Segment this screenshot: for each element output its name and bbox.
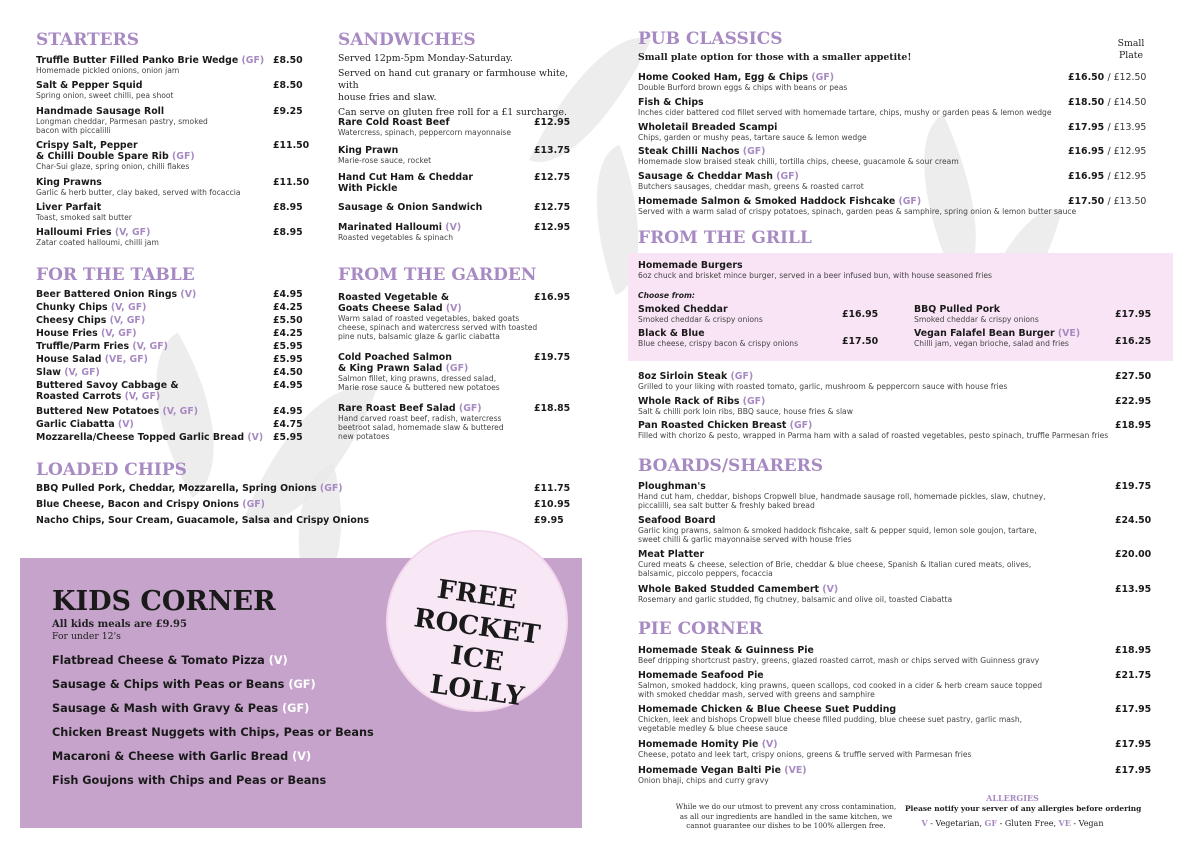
item-price: £11.50 bbox=[273, 140, 310, 151]
item-name: Homemade Homity Pie bbox=[638, 739, 759, 750]
kids-item bbox=[52, 702, 309, 715]
diet-tag: (V) bbox=[445, 222, 462, 233]
diet-tag: (VE) bbox=[784, 765, 807, 776]
small-plate-price: / £12.95 bbox=[1107, 146, 1147, 157]
small-plate-price: / £12.95 bbox=[1107, 171, 1147, 182]
menu-item bbox=[36, 432, 306, 452]
menu-item bbox=[638, 420, 1158, 440]
item-name: Mozzarella/Cheese Topped Garlic Bread bbox=[36, 432, 245, 443]
item-price: £5.95 bbox=[273, 341, 303, 352]
item-price: £11.50 bbox=[273, 177, 310, 188]
item-price: £13.95 bbox=[1115, 584, 1152, 595]
diet-tag: (V, GF) bbox=[124, 391, 161, 402]
item-price: £16.95 bbox=[534, 292, 571, 303]
item-desc: Served with a warm salad of crispy potatoes, spinach, garden peas & samphire, spring onion & lemon butter sauce bbox=[638, 207, 1077, 216]
item-price: £13.75 bbox=[534, 145, 571, 156]
diet-tag: (V, GF) bbox=[110, 302, 147, 313]
item-name: Crispy Salt, Pepper bbox=[36, 140, 138, 151]
diet-tag: (GF) bbox=[172, 151, 195, 162]
item-name: Cheesy Chips bbox=[36, 315, 107, 326]
menu-item bbox=[638, 704, 1158, 733]
item-name-2: & King Prawn Salad bbox=[338, 363, 443, 374]
item-name: Rare Cold Roast Beef bbox=[338, 117, 450, 128]
diet-legend bbox=[905, 818, 1120, 828]
kids-item bbox=[52, 678, 316, 691]
item-price: £9.25 bbox=[273, 106, 303, 117]
item-price: £16.95 bbox=[1068, 171, 1105, 182]
item-price: £16.95 bbox=[1068, 146, 1105, 157]
sandwich-note: Can serve on gluten free roll for a £1 surcharge. bbox=[338, 107, 567, 118]
legend-gf: GF bbox=[984, 818, 998, 828]
item-price: £17.50 bbox=[842, 336, 879, 347]
item-price: £4.75 bbox=[273, 419, 303, 430]
garden-title: FROM THE GARDEN bbox=[338, 265, 537, 285]
item-price: £17.95 bbox=[1115, 309, 1152, 320]
legend-v: V bbox=[921, 818, 928, 828]
legend-ve: VE bbox=[1058, 818, 1071, 828]
menu-item bbox=[338, 202, 571, 222]
item-desc-3: new potatoes bbox=[338, 432, 390, 441]
diet-tag: (GF) bbox=[742, 396, 766, 407]
menu-item bbox=[338, 145, 571, 165]
item-price: £27.50 bbox=[1115, 371, 1152, 382]
item-desc: Salmon, smoked haddock, king prawns, queen scallops, cod cooked in a cider & herb cream sauce topped bbox=[638, 681, 1043, 690]
item-desc: Inches cider battered cod fillet served with homemade tartare, chips, mushy or garden peas & lemon wedge bbox=[638, 108, 1052, 117]
for-table-title: FOR THE TABLE bbox=[36, 265, 195, 285]
item-price: £4.25 bbox=[273, 328, 303, 339]
item-name: Smoked Cheddar bbox=[638, 304, 728, 315]
item-name: King Prawns bbox=[36, 177, 102, 188]
disclaimer-line: as all our ingredients are handled in the same kitchen, we bbox=[679, 811, 893, 821]
diet-tag: (V, GF) bbox=[64, 367, 100, 378]
item-desc: Zatar coated halloumi, chilli jam bbox=[36, 238, 159, 247]
burger-item bbox=[638, 328, 878, 348]
sandwich-note: Served 12pm-5pm Monday-Saturday. bbox=[338, 53, 513, 64]
diet-tag: (V) bbox=[761, 739, 778, 750]
menu-item bbox=[638, 549, 1158, 578]
diet-tag: (GF) bbox=[241, 55, 265, 66]
diet-tag: (V) bbox=[268, 654, 288, 667]
starters-title: STARTERS bbox=[36, 30, 140, 50]
burger-title: Homemade Burgers bbox=[638, 260, 743, 271]
item-name: Hand Cut Ham & Cheddar bbox=[338, 172, 474, 183]
item-desc-2: piccalilli, sea salt butter & freshly baked bread bbox=[638, 501, 815, 510]
item-price: £4.95 bbox=[273, 380, 303, 391]
diet-tag: (GF) bbox=[898, 196, 922, 207]
item-name: BBQ Pulled Pork bbox=[914, 304, 1001, 315]
menu-item bbox=[36, 80, 306, 100]
item-price: £5.50 bbox=[273, 315, 303, 326]
item-name: Flatbread Cheese & Tomato Pizza bbox=[52, 654, 265, 667]
item-price: £5.95 bbox=[273, 432, 303, 443]
item-name-2: Roasted Carrots bbox=[36, 391, 122, 402]
item-desc: Onion bhaji, chips and curry gravy bbox=[638, 776, 769, 785]
item-price: £4.95 bbox=[273, 406, 303, 417]
item-desc: Blue cheese, crispy bacon & crispy onions bbox=[638, 339, 799, 348]
item-desc: Char-Sui glaze, spring onion, chilli flakes bbox=[36, 162, 190, 171]
sandwich-note: Served on hand cut granary or farmhouse white, with bbox=[338, 68, 569, 91]
small-plate-line: Plate bbox=[1118, 50, 1143, 61]
item-price: £12.75 bbox=[534, 202, 571, 213]
choose-label: Choose from: bbox=[638, 291, 695, 300]
burger-item bbox=[914, 328, 1164, 348]
item-name: Nacho Chips, Sour Cream, Guacamole, Salsa and Crispy Onions bbox=[36, 515, 370, 526]
item-desc: Watercress, spinach, peppercorn mayonnaise bbox=[338, 128, 511, 137]
item-desc-3: pine nuts, balsamic glaze & garlic ciabatta bbox=[338, 332, 500, 341]
item-desc: Filled with chorizo & pesto, wrapped in Parma ham with a salad of roasted vegetables, pesto spinach, truffle Parmesan fries bbox=[638, 431, 1109, 440]
item-desc: Chilli jam, vegan brioche, salad and fries bbox=[914, 339, 1069, 348]
menu-item bbox=[338, 403, 571, 441]
disclaimer-line: cannot guarantee our dishes to be 100% allergen free. bbox=[686, 821, 886, 830]
item-name: Seafood Board bbox=[638, 515, 716, 526]
menu-item bbox=[638, 481, 1158, 510]
item-desc: Garlic king prawns, salmon & smoked haddock fishcake, salt & pepper squid, lemon sole goujon, tartare, bbox=[638, 526, 1037, 535]
diet-tag: (V) bbox=[117, 419, 134, 430]
item-price: £4.95 bbox=[273, 289, 303, 300]
item-name: Homemade Vegan Balti Pie bbox=[638, 765, 782, 776]
item-desc: Double Burford brown eggs & chips with beans or peas bbox=[638, 83, 848, 92]
item-name: Sausage & Cheddar Mash bbox=[638, 171, 773, 182]
diet-tag: (V, GF) bbox=[132, 341, 168, 352]
menu-item bbox=[36, 202, 306, 222]
diet-tag: (V) bbox=[180, 289, 197, 300]
menu-item bbox=[338, 222, 571, 242]
pub-classics-title: PUB CLASSICS bbox=[638, 29, 783, 49]
item-name-2: Goats Cheese Salad bbox=[338, 303, 443, 314]
legend-v-label: - Vegetarian, bbox=[930, 819, 982, 828]
item-name: Garlic Ciabatta bbox=[36, 419, 115, 430]
item-name: Homemade Chicken & Blue Cheese Suet Pudding bbox=[638, 704, 897, 715]
burger-panel bbox=[628, 253, 1173, 361]
item-name: Rare Roast Beef Salad bbox=[338, 403, 456, 414]
item-desc: Hand carved roast beef, radish, watercress bbox=[338, 414, 502, 423]
diet-tag: (GF) bbox=[458, 403, 482, 414]
menu-item bbox=[638, 645, 1158, 665]
item-desc: Spring onion, sweet chilli, pea shoot bbox=[36, 91, 174, 100]
menu-item bbox=[638, 122, 1158, 142]
menu-item bbox=[638, 171, 1158, 191]
item-name: Salt & Pepper Squid bbox=[36, 80, 143, 91]
menu-item bbox=[338, 117, 571, 137]
item-price: £12.75 bbox=[534, 172, 571, 183]
item-price: £17.95 bbox=[1115, 739, 1152, 750]
menu-item bbox=[638, 670, 1158, 699]
item-desc-2: vegetable medley & blue cheese sauce bbox=[638, 724, 788, 733]
item-desc-2: beetroot salad, homemade slaw & buttered bbox=[338, 423, 504, 432]
item-desc: Toast, smoked salt butter bbox=[36, 213, 132, 222]
diet-tag: (V, GF) bbox=[162, 406, 199, 417]
diet-tag: (VE, GF) bbox=[104, 354, 148, 365]
item-desc: Butchers sausages, cheddar mash, greens & roasted carrot bbox=[638, 182, 864, 191]
kids-item bbox=[52, 654, 288, 667]
item-desc: Salmon fillet, king prawns, dressed salad, bbox=[338, 374, 497, 383]
diet-tag: (GF) bbox=[319, 483, 343, 494]
kids-age-note: For under 12's bbox=[52, 631, 121, 642]
legend-ve-label: - Vegan bbox=[1073, 819, 1104, 828]
item-desc: Grilled to your liking with roasted tomato, garlic, mushroom & peppercorn sauce with house fries bbox=[638, 382, 1008, 391]
item-desc: Hand cut ham, cheddar, bishops Cropwell blue, handmade sausage roll, homemade pickles, slaw, chutney, bbox=[638, 492, 1046, 501]
menu-item bbox=[36, 227, 306, 247]
item-name: Black & Blue bbox=[638, 328, 705, 339]
boards-title: BOARDS/SHARERS bbox=[638, 456, 824, 476]
menu-item bbox=[638, 371, 1158, 391]
diet-tag: (GF) bbox=[730, 371, 754, 382]
menu-item bbox=[36, 140, 310, 171]
item-name: Pan Roasted Chicken Breast bbox=[638, 420, 787, 431]
item-name: House Salad bbox=[36, 354, 102, 365]
item-name: Handmade Sausage Roll bbox=[36, 106, 165, 117]
burger-item bbox=[638, 304, 878, 324]
item-name: Truffle/Parm Fries bbox=[36, 341, 130, 352]
item-desc: Rosemary and garlic studded, fig chutney, balsamic and olive oil, toasted Ciabatta bbox=[638, 595, 953, 604]
item-price: £8.50 bbox=[273, 80, 303, 91]
diet-tag: (V, GF) bbox=[109, 315, 146, 326]
item-price: £16.95 bbox=[842, 309, 879, 320]
menu-item bbox=[638, 146, 1158, 166]
small-plate-price: / £13.50 bbox=[1107, 196, 1147, 207]
item-desc: Smoked cheddar & crispy onions bbox=[914, 315, 1039, 324]
item-price: £19.75 bbox=[534, 352, 571, 363]
item-name: Fish & Chips bbox=[638, 97, 704, 108]
menu-item bbox=[36, 177, 310, 197]
diet-tag: (V) bbox=[445, 303, 462, 314]
item-name: Vegan Falafel Bean Burger bbox=[914, 328, 1055, 339]
diet-tag: (VE) bbox=[1057, 328, 1081, 339]
item-name: Marinated Halloumi bbox=[338, 222, 443, 233]
allergies-title: ALLERGIES bbox=[986, 793, 1039, 803]
item-price: £8.50 bbox=[273, 55, 303, 66]
item-name: Homemade Salmon & Smoked Haddock Fishcake bbox=[638, 196, 896, 207]
item-desc: Cured meats & cheese, selection of Brie, cheddar & blue cheese, Spanish & Italian cured meats, olives, bbox=[638, 560, 1032, 569]
kids-item bbox=[52, 774, 326, 787]
item-name: Homemade Steak & Guinness Pie bbox=[638, 645, 814, 656]
item-price: £9.95 bbox=[534, 515, 564, 526]
menu-item bbox=[338, 352, 571, 392]
item-price: £24.50 bbox=[1115, 515, 1152, 526]
menu-item bbox=[338, 172, 571, 194]
small-plate-label bbox=[1116, 38, 1146, 62]
item-desc-2: with smoked cheddar mash, served with greens and samphire bbox=[638, 690, 875, 699]
item-price: £8.95 bbox=[273, 227, 303, 238]
item-price: £5.95 bbox=[273, 354, 303, 365]
item-name: Whole Baked Studded Camembert bbox=[638, 584, 820, 595]
diet-tag: (GF) bbox=[789, 420, 813, 431]
menu-item bbox=[36, 106, 306, 135]
loaded-chips-title: LOADED CHIPS bbox=[36, 460, 187, 480]
item-price: £22.95 bbox=[1115, 396, 1152, 407]
diet-tag: (GF) bbox=[776, 171, 799, 182]
item-price: £21.75 bbox=[1115, 670, 1152, 681]
diet-tag: (V, GF) bbox=[101, 328, 137, 339]
item-name: BBQ Pulled Pork, Cheddar, Mozzarella, Spring Onions bbox=[36, 483, 317, 494]
item-name: Truffle Butter Filled Panko Brie Wedge bbox=[36, 55, 239, 66]
item-desc: Homemade pickled onions, onion jam bbox=[36, 66, 180, 75]
item-price: £16.50 bbox=[1068, 72, 1105, 83]
item-name: Cold Poached Salmon bbox=[338, 352, 452, 363]
item-name: Whole Rack of Ribs bbox=[638, 396, 740, 407]
kids-item bbox=[52, 750, 311, 763]
allergen-disclaimer bbox=[670, 802, 902, 831]
item-price: £17.50 bbox=[1068, 196, 1105, 207]
item-name: Sausage & Mash with Gravy & Peas bbox=[52, 702, 279, 715]
grill-title: FROM THE GRILL bbox=[638, 228, 812, 248]
item-name: Fish Goujons with Chips and Peas or Beans bbox=[52, 774, 327, 787]
item-name: Halloumi Fries bbox=[36, 227, 112, 238]
item-price: £12.95 bbox=[534, 222, 571, 233]
menu-item bbox=[638, 765, 1158, 785]
item-name: Buttered New Potatoes bbox=[36, 406, 160, 417]
item-desc: Roasted vegetables & spinach bbox=[338, 233, 454, 242]
item-name: Meat Platter bbox=[638, 549, 705, 560]
diet-tag: (GF) bbox=[742, 146, 766, 157]
menu-item bbox=[36, 380, 306, 406]
item-name: Buttered Savoy Cabbage & bbox=[36, 380, 179, 391]
item-name: Sausage & Onion Sandwich bbox=[338, 202, 483, 213]
menu-item bbox=[338, 292, 571, 341]
burger-item bbox=[914, 304, 1164, 324]
badge-line: LOLLY bbox=[428, 669, 526, 713]
item-price: £17.95 bbox=[1115, 765, 1152, 776]
menu-item bbox=[638, 515, 1158, 544]
free-ice-lolly-badge bbox=[388, 532, 566, 713]
item-name: Liver Parfait bbox=[36, 202, 102, 213]
kids-item bbox=[52, 726, 374, 739]
kids-price-note: All kids meals are £9.95 bbox=[52, 619, 187, 630]
item-price: £10.95 bbox=[534, 499, 571, 510]
item-price: £19.75 bbox=[1115, 481, 1152, 492]
diet-tag: (V) bbox=[822, 584, 839, 595]
sandwich-note: house fries and slaw. bbox=[338, 92, 437, 103]
item-desc-2: Marie rose sauce & buttered new potatoes bbox=[338, 383, 500, 392]
allergies-note: Please notify your server of any allergies before ordering bbox=[905, 804, 1142, 813]
item-name-2: With Pickle bbox=[338, 183, 398, 194]
menu-item bbox=[36, 55, 306, 75]
item-name: Home Cooked Ham, Egg & Chips bbox=[638, 72, 809, 83]
item-desc: Marie-rose sauce, rocket bbox=[338, 156, 432, 165]
allergies-box bbox=[905, 793, 1142, 828]
item-price: £16.25 bbox=[1115, 336, 1152, 347]
item-desc: Garlic & herb butter, clay baked, served with focaccia bbox=[36, 188, 241, 197]
item-price: £18.95 bbox=[1115, 645, 1152, 656]
small-plate-price: / £12.50 bbox=[1107, 72, 1147, 83]
badge-line: ICE bbox=[448, 640, 506, 678]
item-desc: Homemade slow braised steak chilli, tortilla chips, cheese, guacamole & sour cream bbox=[638, 157, 959, 166]
menu-item bbox=[638, 584, 1158, 604]
diet-tag: (GF) bbox=[242, 499, 265, 510]
item-price: £8.95 bbox=[273, 202, 303, 213]
item-name: Homemade Seafood Pie bbox=[638, 670, 764, 681]
menu-item bbox=[638, 72, 1158, 92]
item-desc: Beef dripping shortcrust pastry, greens, glazed roasted carrot, mash or chips served with Guinness gravy bbox=[638, 656, 1040, 665]
burger-desc: 6oz chuck and brisket mince burger, served in a beer infused bun, with house seasoned fries bbox=[638, 271, 992, 280]
item-desc: Longman cheddar, Parmesan pastry, smoked bbox=[36, 117, 208, 126]
item-price: £18.85 bbox=[534, 403, 571, 414]
menu-item bbox=[638, 396, 1158, 416]
legend-gf-label: - Gluten Free, bbox=[999, 819, 1056, 828]
item-price: £18.50 bbox=[1068, 97, 1105, 108]
badge-line: ROCKET bbox=[412, 603, 542, 651]
item-desc-2: bacon with piccalilli bbox=[36, 126, 111, 135]
item-price: £4.50 bbox=[273, 367, 303, 378]
item-desc: Cheese, potato and leek tart, crispy onions, greens & truffle served with Parmesan fries bbox=[638, 750, 972, 759]
menu-item bbox=[638, 739, 1158, 759]
diet-tag: (GF) bbox=[282, 702, 310, 715]
disclaimer-line: While we do our utmost to prevent any cross contamination, bbox=[675, 802, 897, 811]
item-name: Blue Cheese, Bacon and Crispy Onions bbox=[36, 499, 240, 510]
item-desc-2: sweet chilli & garlic mayonnaise served with house fries bbox=[638, 535, 852, 544]
badge-line: FREE bbox=[435, 574, 519, 616]
menu-item bbox=[638, 97, 1158, 117]
diet-tag: (GF) bbox=[445, 363, 469, 374]
item-name: King Prawn bbox=[338, 145, 399, 156]
item-price: £17.95 bbox=[1068, 122, 1105, 133]
item-name: Beer Battered Onion Rings bbox=[36, 289, 178, 300]
item-desc-2: cheese, spinach and watercress served with toasted bbox=[338, 323, 538, 332]
item-price: £18.95 bbox=[1115, 420, 1152, 431]
item-desc: Warm salad of roasted vegetables, baked goats bbox=[338, 314, 520, 323]
small-plate-line: Small bbox=[1117, 38, 1145, 49]
item-name-2: & Chilli Double Spare Rib bbox=[36, 151, 169, 162]
item-name: House Fries bbox=[36, 328, 98, 339]
item-name: Chicken Breast Nuggets with Chips, Peas or Beans bbox=[52, 726, 374, 739]
item-name: Slaw bbox=[36, 367, 61, 378]
diet-tag: (GF) bbox=[288, 678, 316, 691]
diet-tag: (GF) bbox=[811, 72, 835, 83]
item-price: £11.75 bbox=[534, 483, 571, 494]
kids-corner-title: KIDS CORNER bbox=[52, 586, 276, 617]
item-name: Macaroni & Cheese with Garlic Bread bbox=[52, 750, 289, 763]
item-name: Ploughman's bbox=[638, 481, 706, 492]
item-price: £17.95 bbox=[1115, 704, 1152, 715]
item-desc: Chicken, leek and bishops Cropwell blue cheese filled pudding, blue cheese suet pastry, garlic mash, bbox=[638, 715, 1023, 724]
item-desc: Smoked cheddar & crispy onions bbox=[638, 315, 763, 324]
diet-tag: (V) bbox=[292, 750, 312, 763]
item-price: £12.95 bbox=[534, 117, 571, 128]
item-name: Steak Chilli Nachos bbox=[638, 146, 740, 157]
item-desc: Chips, garden or mushy peas, tartare sauce & lemon wedge bbox=[638, 133, 867, 142]
diet-tag: (V, GF) bbox=[114, 227, 151, 238]
item-name: Sausage & Chips with Peas or Beans bbox=[52, 678, 285, 691]
item-desc: Salt & chilli pork loin ribs, BBQ sauce, house fries & slaw bbox=[638, 407, 853, 416]
small-plate-price: / £13.95 bbox=[1107, 122, 1147, 133]
menu-item bbox=[638, 196, 1158, 216]
pub-note: Small plate option for those with a smaller appetite! bbox=[638, 52, 912, 63]
item-desc-2: balsamic, piccolo peppers, focaccia bbox=[638, 569, 773, 578]
pie-corner-title: PIE CORNER bbox=[638, 619, 763, 639]
item-name: 8oz Sirloin Steak bbox=[638, 371, 728, 382]
item-name: Wholetail Breaded Scampi bbox=[638, 122, 778, 133]
sandwiches-notes bbox=[338, 53, 578, 119]
item-name: Chunky Chips bbox=[36, 302, 108, 313]
item-price: £20.00 bbox=[1115, 549, 1152, 560]
item-name: Roasted Vegetable & bbox=[338, 292, 450, 303]
item-price: £4.25 bbox=[273, 302, 303, 313]
small-plate-price: / £14.50 bbox=[1107, 97, 1147, 108]
sandwiches-title: SANDWICHES bbox=[338, 30, 476, 50]
diet-tag: (V) bbox=[247, 432, 264, 443]
